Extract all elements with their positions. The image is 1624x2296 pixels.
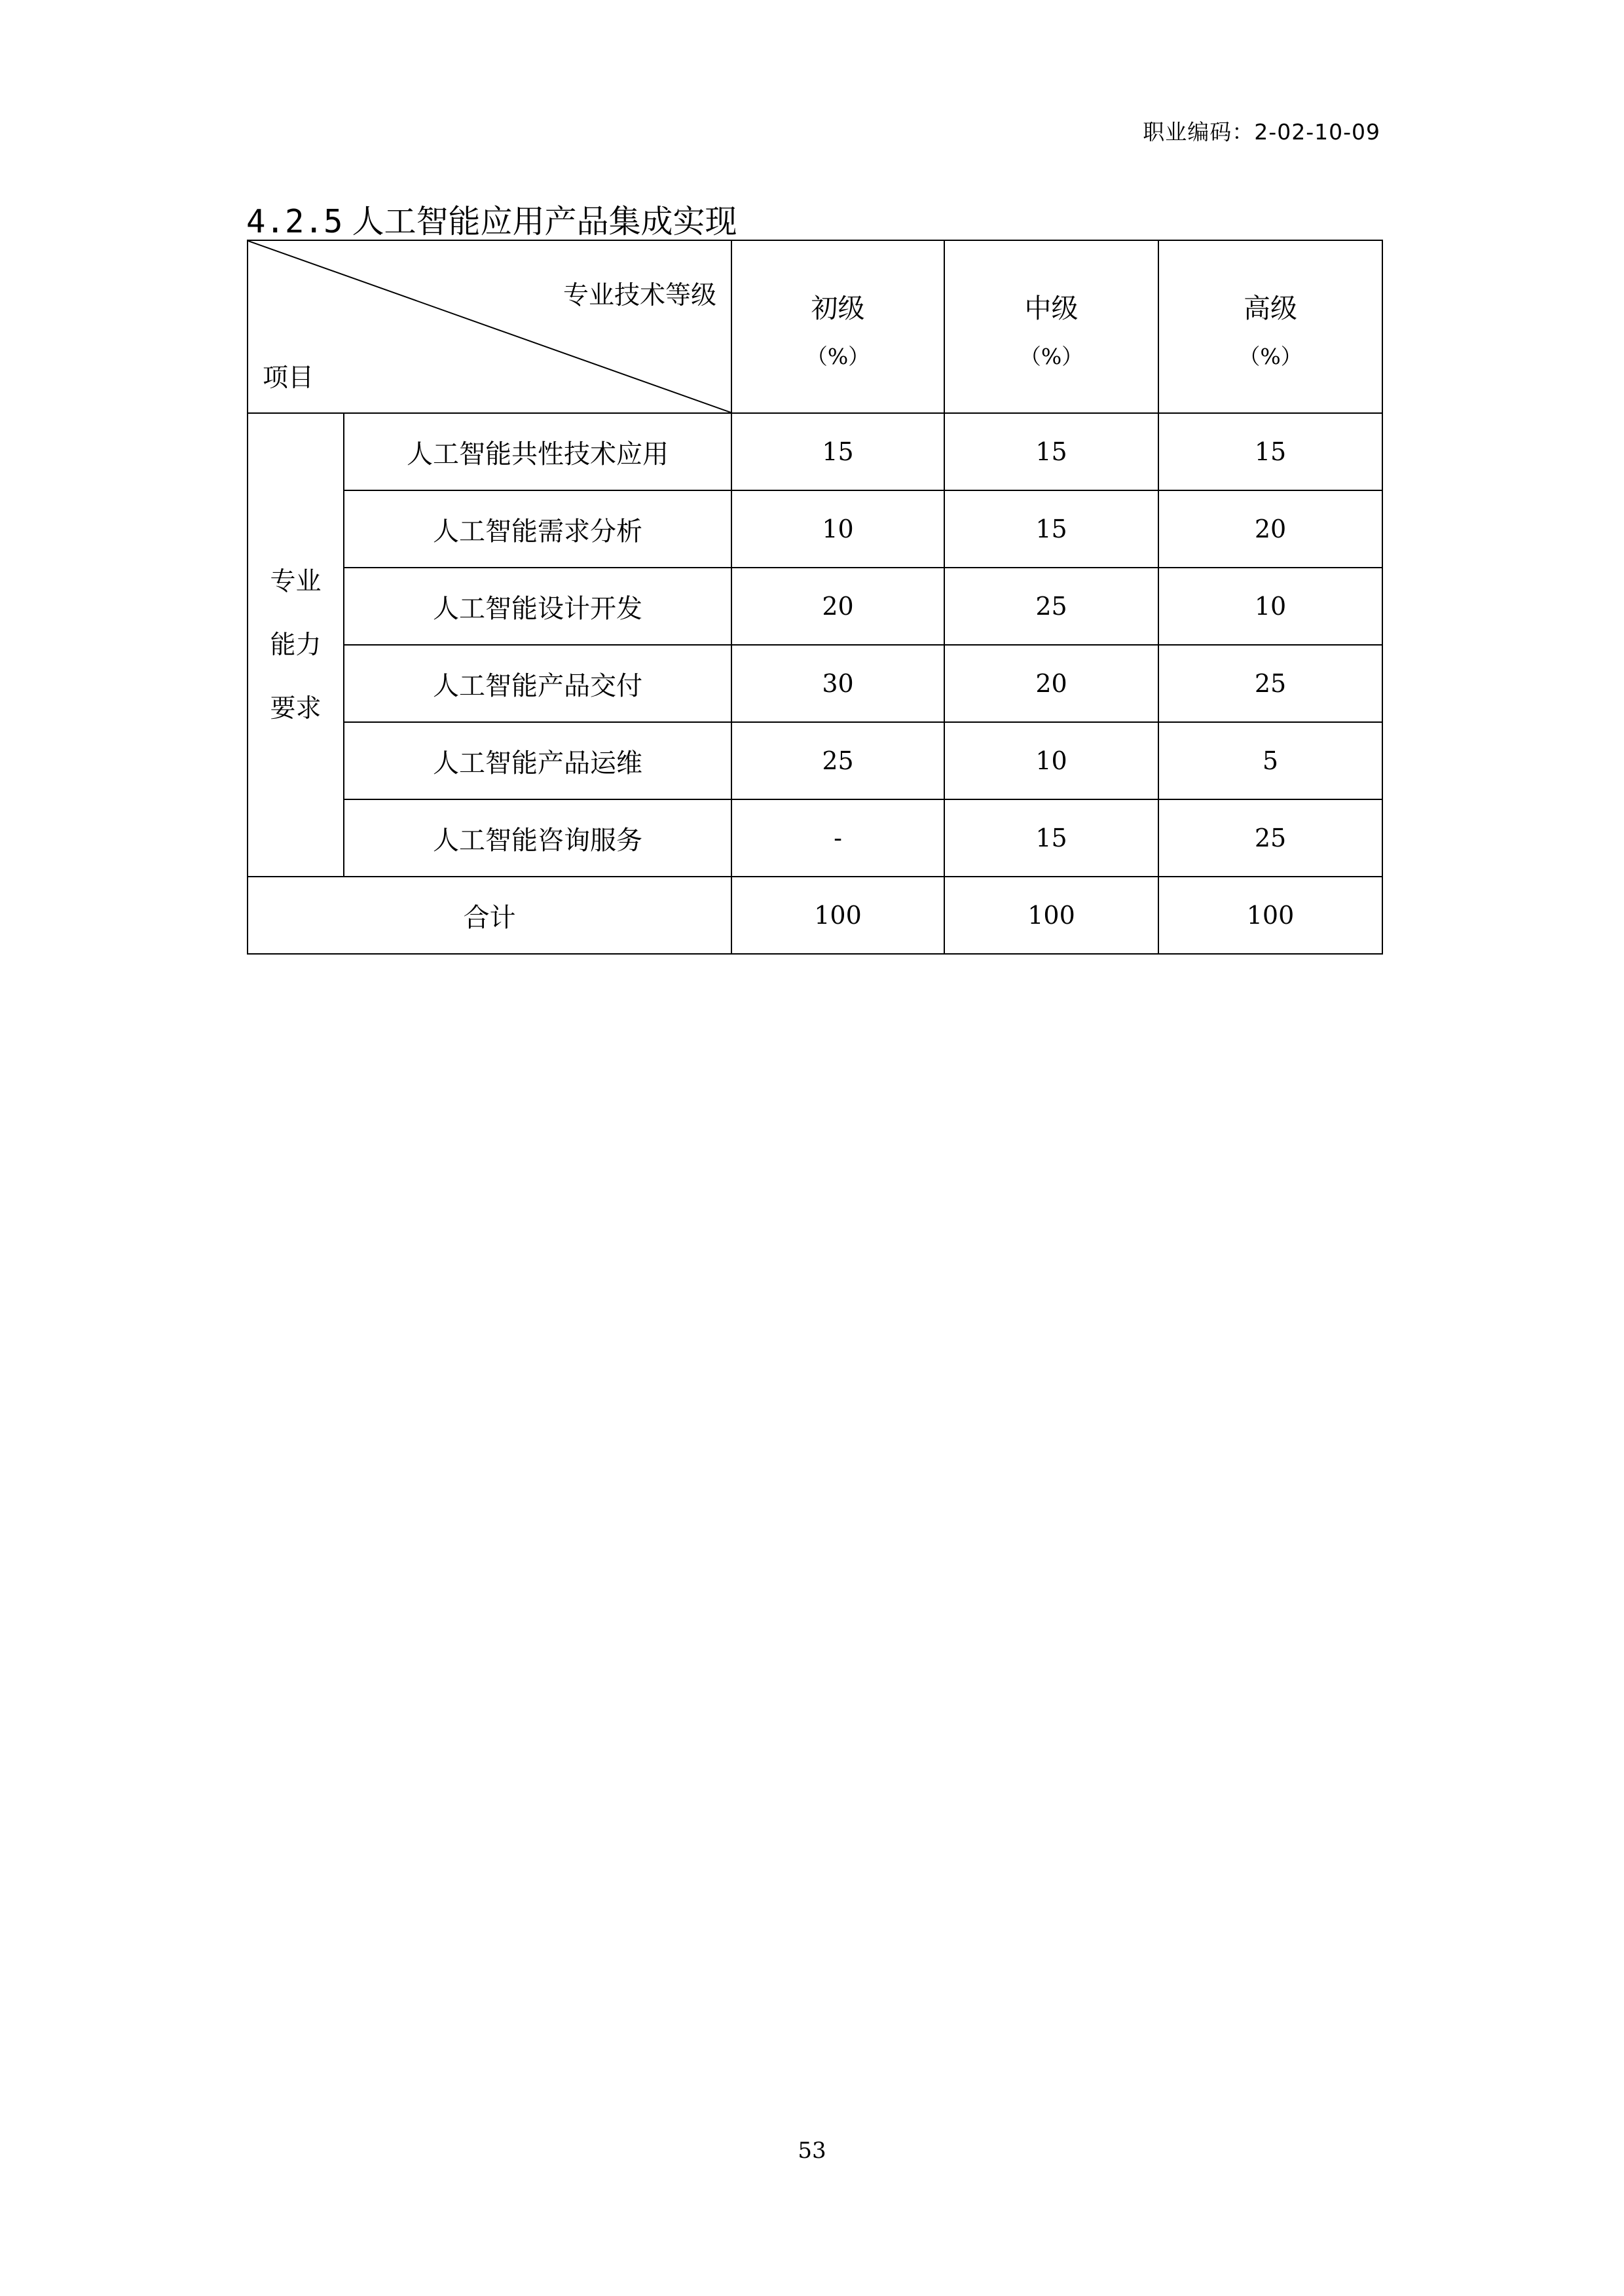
- level-name: 高级: [1244, 293, 1297, 324]
- value-junior: 25: [731, 722, 944, 799]
- diagonal-divider: [248, 241, 731, 412]
- level-name: 中级: [1024, 293, 1079, 324]
- corner-header-level-label: 专业技术等级: [563, 281, 716, 310]
- value-intermediate: 25: [944, 568, 1158, 645]
- value-senior: 10: [1158, 568, 1382, 645]
- section-title: 人工智能应用产品集成实现: [352, 203, 737, 240]
- total-junior: 100: [731, 877, 944, 954]
- value-junior: 10: [731, 490, 944, 568]
- section-heading: [246, 196, 737, 242]
- value-senior: 5: [1158, 722, 1382, 799]
- table-row: [248, 645, 1382, 722]
- value-junior: 20: [731, 568, 944, 645]
- value-intermediate: 15: [944, 490, 1158, 568]
- level-unit: （%）: [1019, 344, 1084, 369]
- page-number: 53: [798, 2138, 826, 2164]
- table-row: [248, 490, 1382, 568]
- total-row: [248, 877, 1382, 954]
- value-intermediate: 10: [944, 722, 1158, 799]
- level-header-intermediate: [944, 240, 1158, 413]
- level-header-senior: [1158, 240, 1382, 413]
- item-name: 人工智能共性技术应用: [344, 413, 731, 490]
- table-row: [248, 799, 1382, 877]
- total-label: 合计: [248, 877, 731, 954]
- item-name: 人工智能产品交付: [344, 645, 731, 722]
- value-senior: 20: [1158, 490, 1382, 568]
- value-senior: 25: [1158, 799, 1382, 877]
- item-name: 人工智能产品运维: [344, 722, 731, 799]
- value-junior: -: [731, 799, 944, 877]
- total-intermediate: 100: [944, 877, 1158, 954]
- value-intermediate: 15: [944, 799, 1158, 877]
- corner-header-cell: [248, 240, 731, 413]
- level-header-junior: [731, 240, 944, 413]
- item-name: 人工智能需求分析: [344, 490, 731, 568]
- value-senior: 15: [1158, 413, 1382, 490]
- table-row: [248, 413, 1382, 490]
- group-label-line: 能力: [270, 630, 322, 660]
- item-name: 人工智能设计开发: [344, 568, 731, 645]
- table-row: [248, 568, 1382, 645]
- value-intermediate: 20: [944, 645, 1158, 722]
- level-unit: （%）: [805, 344, 870, 369]
- section-number: 4.2.5: [246, 203, 343, 240]
- occupation-code: 职业编码：2-02-10-09: [1143, 119, 1380, 145]
- table-header-row: [248, 240, 1382, 413]
- weight-table: [247, 240, 1383, 955]
- corner-header-item-label: 项目: [263, 363, 314, 393]
- table-row: [248, 722, 1382, 799]
- item-name: 人工智能咨询服务: [344, 799, 731, 877]
- value-junior: 30: [731, 645, 944, 722]
- group-label-line: 专业: [270, 566, 322, 596]
- total-senior: 100: [1158, 877, 1382, 954]
- level-unit: （%）: [1238, 344, 1302, 369]
- value-senior: 25: [1158, 645, 1382, 722]
- value-intermediate: 15: [944, 413, 1158, 490]
- group-label-cell: [248, 413, 344, 877]
- value-junior: 15: [731, 413, 944, 490]
- level-name: 初级: [811, 293, 865, 324]
- group-label-line: 要求: [270, 693, 322, 723]
